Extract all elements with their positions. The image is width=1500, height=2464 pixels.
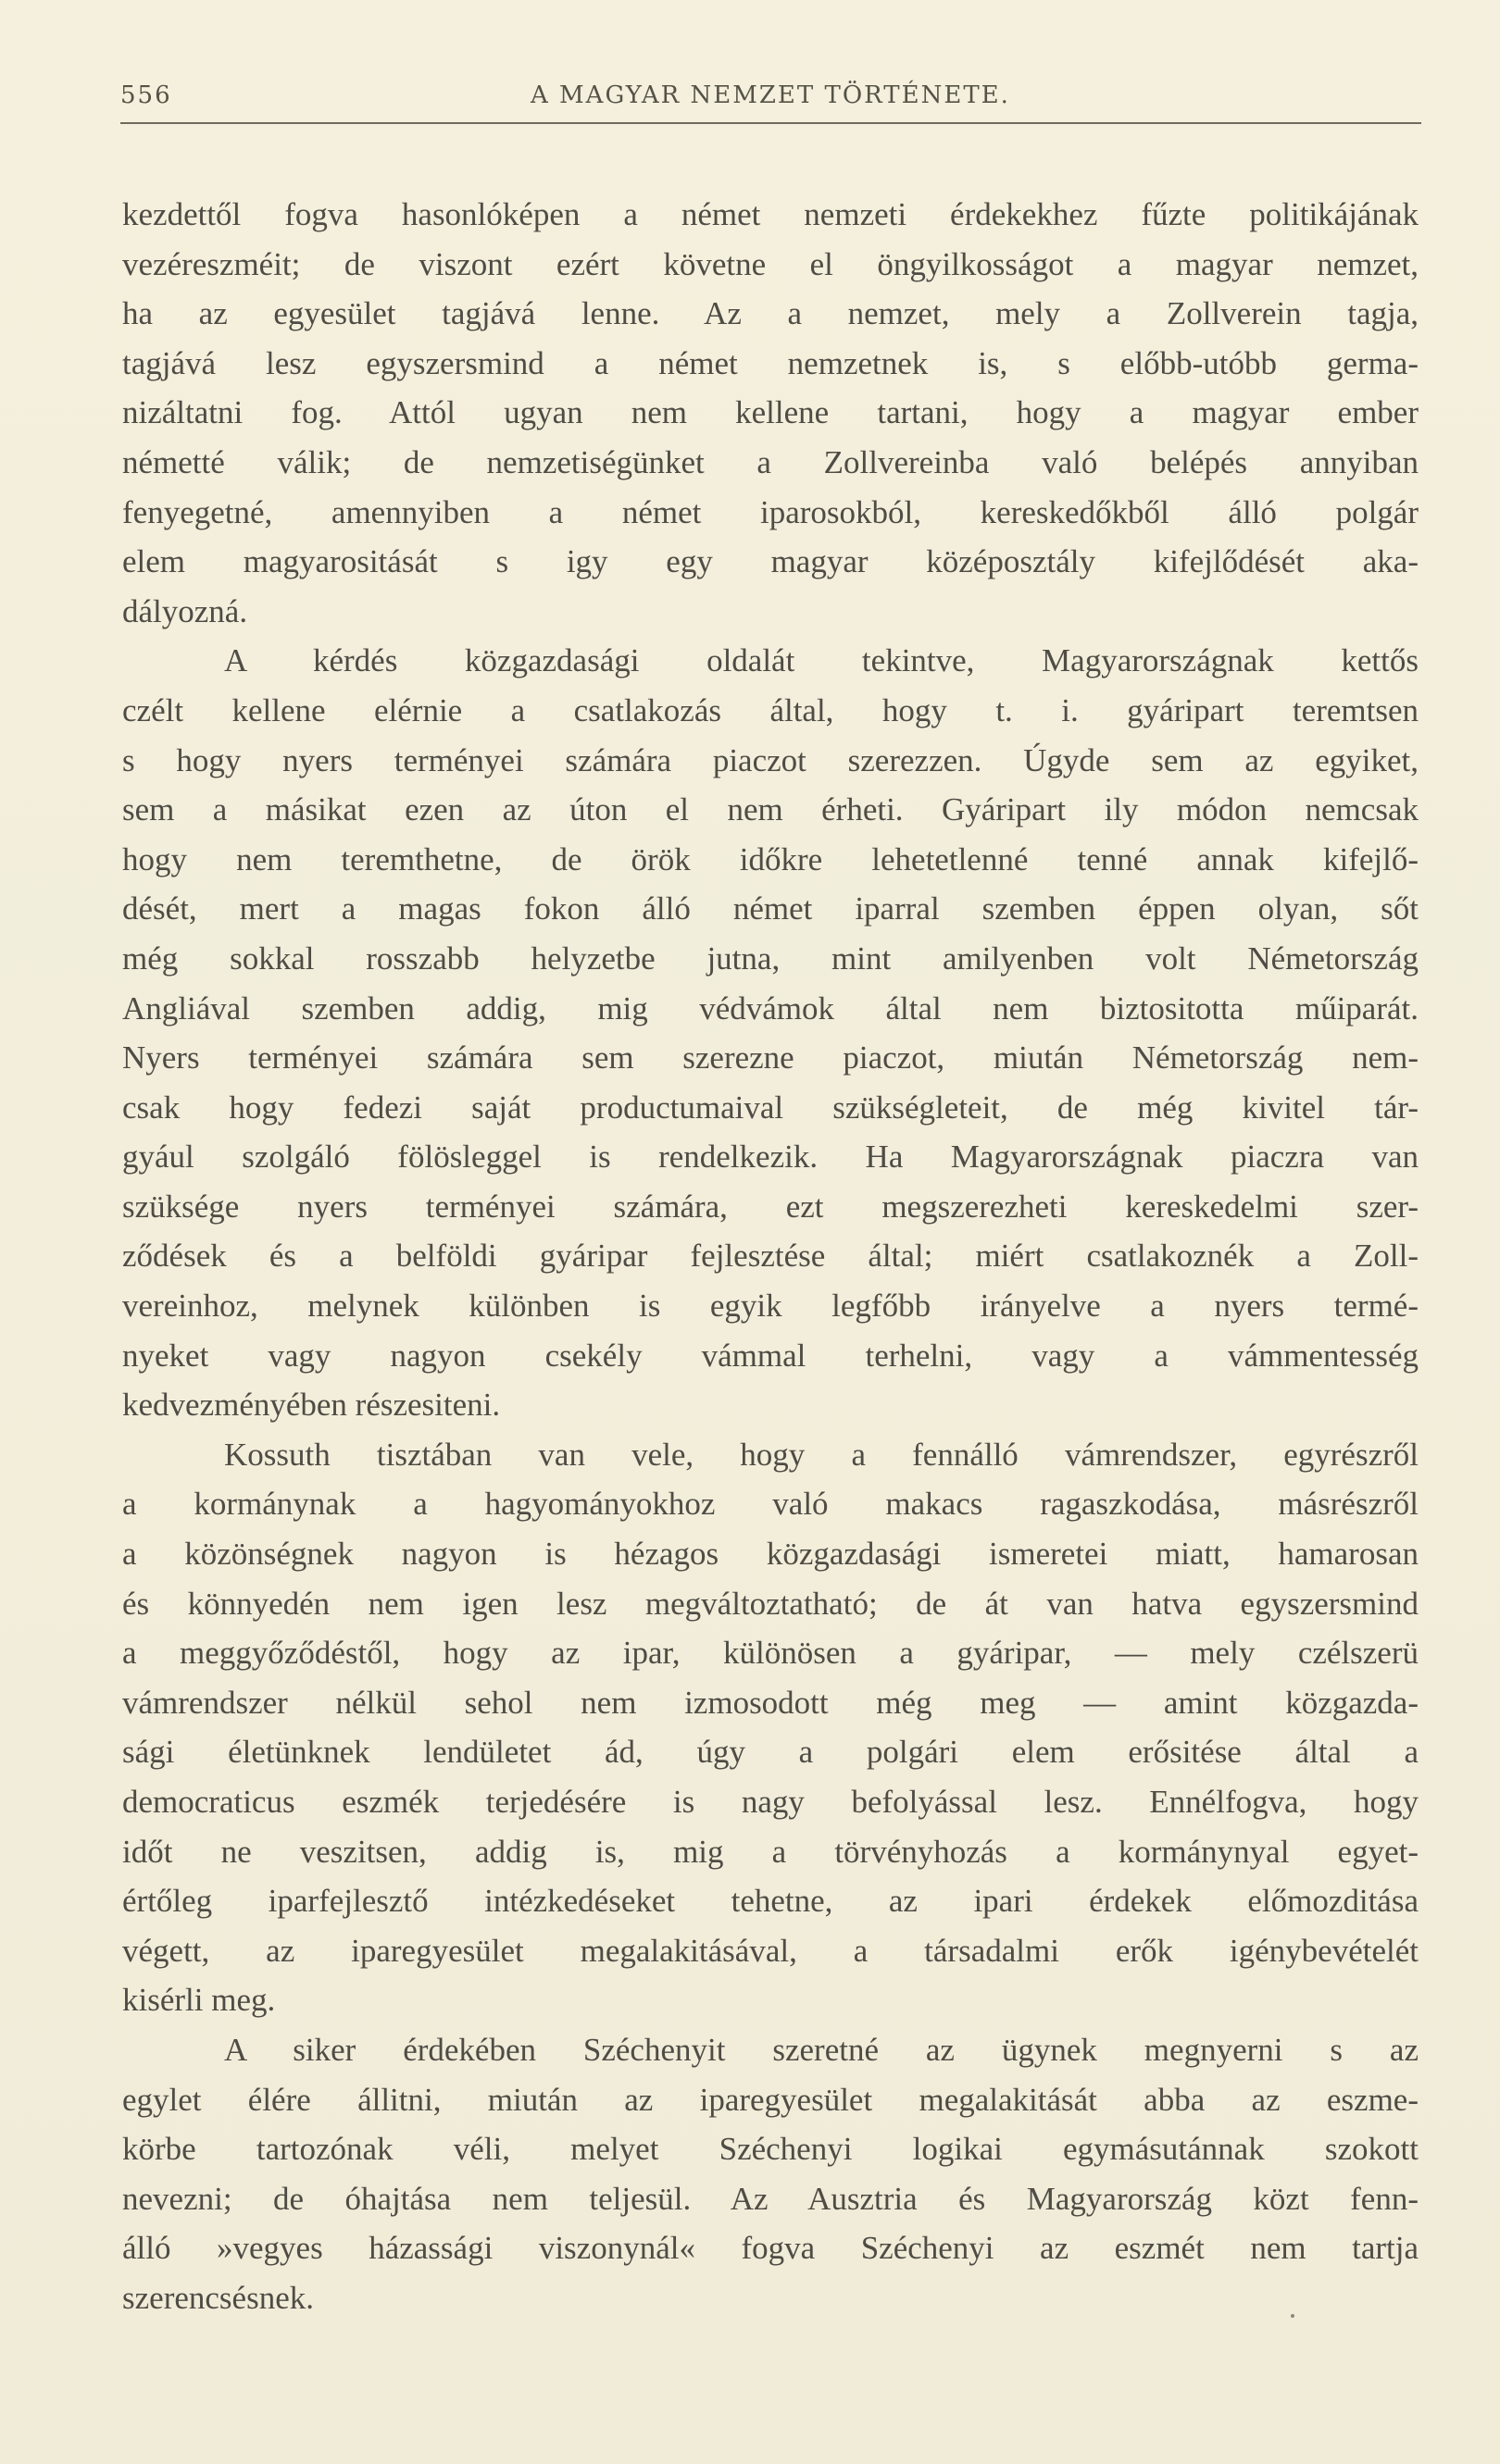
- text-line: időt ne veszitsen, addig is, mig a törvényhozás a kormánynyal egyet-: [122, 1833, 1419, 1870]
- text-line: democraticus eszmék terjedésére is nagy befolyással lesz. Ennélfogva, hogy: [122, 1784, 1419, 1820]
- text-line: Angliával szemben addig, mig védvámok által nem biztositotta műiparát.: [122, 989, 1419, 1027]
- text-line: a kormánynak a hagyományokhoz való makacs ragaszkodása, másrészről: [122, 1486, 1419, 1523]
- page-header: [120, 76, 1421, 124]
- text-line: nizáltatni fog. Attól ugyan nem kellene tartani, hogy a magyar ember: [122, 394, 1419, 431]
- text-line: czélt kellene elérnie a csatlakozás által, hogy t. i. gyáripart teremtsen: [122, 691, 1419, 728]
- text-line: vámrendszer nélkül sehol nem izmosodott még meg — amint közgazda-: [122, 1684, 1419, 1721]
- text-line: még sokkal rosszabb helyzetbe jutna, mint amilyenben volt Németország: [122, 940, 1419, 977]
- paragraph-start-line: A siker érdekében Széchenyit szeretné az ügynek megnyerni s az: [224, 2031, 1419, 2068]
- text-line: szüksége nyers terményei számára, ezt megszerezheti kereskedelmi szer-: [122, 1188, 1419, 1225]
- text-line: ha az egyesület tagjává lenne. Az a nemzet, mely a Zollverein tagja,: [122, 295, 1419, 332]
- text-line: és könnyedén nem igen lesz megváltoztatható; de át van hatva egyszersmind: [122, 1585, 1419, 1622]
- text-line: a meggyőződéstől, hogy az ipar, különösen a gyáripar, — mely czélszerü: [122, 1635, 1419, 1672]
- text-line: körbe tartozónak véli, melyet Széchenyi logikai egymásutánnak szokott: [122, 2131, 1419, 2168]
- text-line: dését, mert a magas fokon álló német iparral szemben éppen olyan, sőt: [122, 890, 1419, 927]
- text-line: Nyers terményei számára sem szerezne piaczot, miután Németország nem-: [122, 1039, 1419, 1076]
- text-line: vezéreszméit; de viszont ezért követne el öngyilkosságot a magyar nemzet,: [122, 245, 1419, 282]
- text-line: tagjává lesz egyszersmind a német nemzetnek is, s előbb-utóbb germa-: [122, 344, 1419, 381]
- text-line: kezdettől fogva hasonlóképen a német nemzeti érdekekhez fűzte politikájának: [122, 196, 1419, 232]
- ink-speck: [1291, 2314, 1294, 2318]
- text-line: kisérli meg.: [122, 1982, 276, 2019]
- text-line: vereinhoz, melynek különben is egyik legfőbb irányelve a nyers termé-: [122, 1288, 1419, 1325]
- text-line: fenyegetné, amennyiben a német iparosokból, kereskedőkből álló polgár: [122, 493, 1419, 530]
- text-line: dályozná.: [122, 592, 248, 629]
- running-title: A MAGYAR NEMZET TÖRTÉNETE.: [531, 81, 1010, 109]
- text-line: elem magyarositását s igy egy magyar középosztály kifejlődését aka-: [122, 543, 1419, 580]
- text-line: egylet élére állitni, miután az iparegyesület megalakitását abba az eszme-: [122, 2081, 1419, 2118]
- text-line: sági életünknek lendületet ád, úgy a polgári elem erősitése által a: [122, 1734, 1419, 1771]
- paragraph-start-line: Kossuth tisztában van vele, hogy a fennálló vámrendszer, egyrészről: [224, 1436, 1419, 1473]
- text-line: szerencsésnek.: [122, 2279, 314, 2316]
- text-line: nevezni; de óhajtása nem teljesül. Az Ausztria és Magyarország közt fenn-: [122, 2180, 1419, 2217]
- text-line: csak hogy fedezi saját productumaival szükségleteit, de még kivitel tár-: [122, 1089, 1419, 1126]
- body-text: [122, 190, 1419, 2323]
- text-line: németté válik; de nemzetiségünket a Zollvereinba való belépés annyiban: [122, 443, 1419, 480]
- text-line: kedvezményében részesiteni.: [122, 1387, 501, 1424]
- text-line: nyeket vagy nagyon csekély vámmal terhelni, vagy a vámmentesség: [122, 1337, 1419, 1374]
- text-line: s hogy nyers terményei számára piaczot szerezzen. Úgyde sem az egyiket,: [122, 741, 1419, 778]
- text-line: hogy nem teremthetne, de örök időkre lehetetlenné tenné annak kifejlő-: [122, 840, 1419, 877]
- text-line: gyául szolgáló fölösleggel is rendelkezik. Ha Magyarországnak piaczra van: [122, 1139, 1419, 1176]
- text-line: ződések és a belföldi gyáripar fejlesztése által; miért csatlakoznék a Zoll-: [122, 1238, 1419, 1275]
- text-line: végett, az iparegyesület megalakitásával, a társadalmi erők igénybevételét: [122, 1932, 1419, 1969]
- text-line: értőleg iparfejlesztő intézkedéseket tehetne, az ipari érdekek előmozditása: [122, 1883, 1419, 1920]
- page-number: 556: [120, 81, 172, 109]
- text-line: a közönségnek nagyon is hézagos közgazdasági ismeretei miatt, hamarosan: [122, 1536, 1419, 1573]
- paragraph-start-line: A kérdés közgazdasági oldalát tekintve, Magyarországnak kettős: [224, 642, 1419, 679]
- text-line: sem a másikat ezen az úton el nem érheti. Gyáripart ily módon nemcsak: [122, 791, 1419, 828]
- text-line: álló »vegyes házassági viszonynál« fogva Széchenyi az eszmét nem tartja: [122, 2230, 1419, 2267]
